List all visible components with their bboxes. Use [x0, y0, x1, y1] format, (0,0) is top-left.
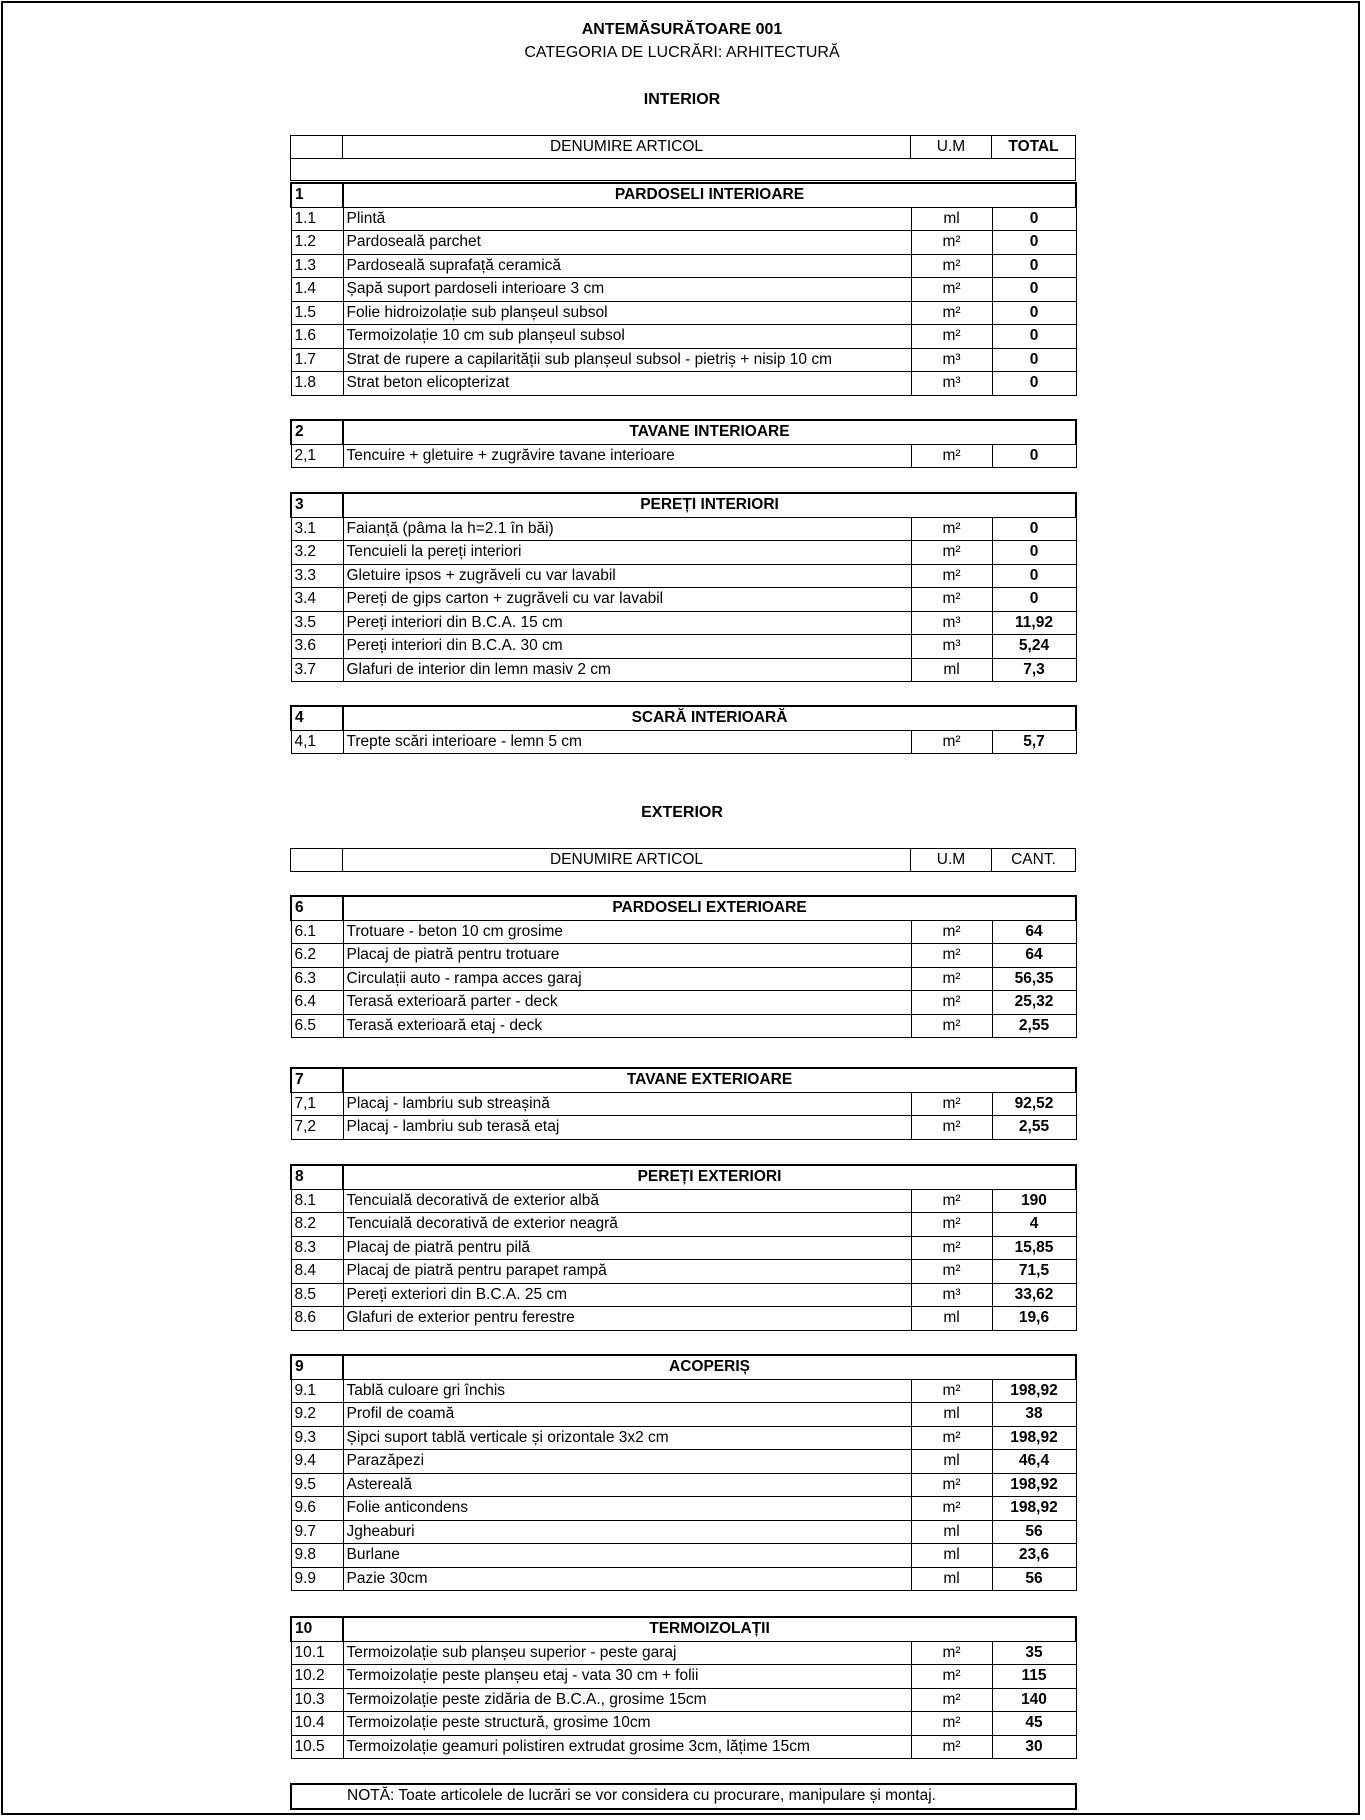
table-header-row: [291, 136, 1076, 159]
item-name: Circulații auto - rampa acces garaj: [343, 967, 911, 991]
item-unit: m²: [911, 1426, 992, 1450]
item-name: Strat de rupere a capilarității sub planșeul subsol - pietriș + nisip 10 cm: [343, 348, 911, 372]
item-number: 3.7: [291, 658, 343, 682]
section-table-6: [290, 895, 1077, 1038]
section-header-row: [291, 493, 1076, 517]
item-number: 6.4: [291, 991, 343, 1015]
item-name: Termoizolație peste planșeu etaj - vata 30 cm + folii: [343, 1665, 911, 1689]
section-number: 3: [291, 493, 343, 517]
item-unit: m²: [911, 1641, 992, 1665]
item-name: Termoizolație geamuri polistiren extrudat grosime 3cm, lățime 15cm: [343, 1735, 911, 1759]
section-number: 9: [291, 1355, 343, 1379]
item-number: 3.5: [291, 611, 343, 635]
item-unit: m²: [911, 517, 992, 541]
item-unit: m²: [911, 1260, 992, 1284]
section-title: TAVANE INTERIOARE: [343, 420, 1076, 444]
item-quantity: 190: [992, 1189, 1076, 1213]
table-row: [291, 1473, 1076, 1497]
item-unit: m²: [911, 278, 992, 302]
item-number: 8.6: [291, 1307, 343, 1331]
table-row: [291, 1014, 1076, 1038]
item-quantity: 15,85: [992, 1236, 1076, 1260]
item-number: 1.6: [291, 325, 343, 349]
section-table-9: [290, 1354, 1077, 1591]
section-header-row: [291, 183, 1076, 207]
exterior-header-table: [290, 848, 1076, 872]
header-num-cell: [291, 849, 343, 872]
section-title: SCARĂ INTERIOARĂ: [343, 706, 1076, 730]
item-unit: m³: [911, 1283, 992, 1307]
item-name: Placaj de piatră pentru parapet rampă: [343, 1260, 911, 1284]
item-number: 8.2: [291, 1213, 343, 1237]
item-unit: m²: [911, 1665, 992, 1689]
table-row: [291, 1379, 1076, 1403]
item-unit: m²: [911, 1473, 992, 1497]
item-number: 3.3: [291, 564, 343, 588]
section-table-7: [290, 1067, 1077, 1140]
section-header-row: [291, 1617, 1076, 1641]
item-name: Pereți interiori din B.C.A. 30 cm: [343, 635, 911, 659]
item-number: 8.3: [291, 1236, 343, 1260]
item-number: 7,2: [291, 1116, 343, 1140]
table-row: [291, 254, 1076, 278]
item-quantity: 5,7: [992, 730, 1076, 754]
item-unit: m²: [911, 991, 992, 1015]
item-quantity: 56: [992, 1567, 1076, 1591]
section-table-10: [290, 1616, 1077, 1759]
item-quantity: 115: [992, 1665, 1076, 1689]
item-unit: ml: [911, 1450, 992, 1474]
section-title: PEREȚI INTERIORI: [343, 493, 1076, 517]
item-quantity: 19,6: [992, 1307, 1076, 1331]
table-row: [291, 1544, 1076, 1568]
table-row: [291, 1497, 1076, 1521]
table-row: [291, 635, 1076, 659]
section-table-8: [290, 1164, 1077, 1331]
item-name: Glafuri de interior din lemn masiv 2 cm: [343, 658, 911, 682]
item-unit: m³: [911, 635, 992, 659]
item-quantity: 11,92: [992, 611, 1076, 635]
item-quantity: 0: [992, 541, 1076, 565]
item-unit: m²: [911, 325, 992, 349]
item-number: 9.8: [291, 1544, 343, 1568]
item-unit: m²: [911, 1116, 992, 1140]
table-row: [291, 730, 1076, 754]
item-quantity: 0: [992, 444, 1076, 468]
table-row: [291, 1283, 1076, 1307]
item-quantity: 0: [992, 207, 1076, 231]
item-quantity: 0: [992, 372, 1076, 396]
header-um-cell: U.M: [911, 849, 992, 872]
item-number: 4,1: [291, 730, 343, 754]
item-name: Astereală: [343, 1473, 911, 1497]
item-name: Tablă culoare gri închis: [343, 1379, 911, 1403]
item-number: 1.8: [291, 372, 343, 396]
section-title: ACOPERIȘ: [343, 1355, 1076, 1379]
item-unit: m²: [911, 1189, 992, 1213]
item-name: Folie hidroizolație sub planșeul subsol: [343, 301, 911, 325]
item-name: Trotuare - beton 10 cm grosime: [343, 920, 911, 944]
item-unit: m²: [911, 920, 992, 944]
item-quantity: 198,92: [992, 1473, 1076, 1497]
item-quantity: 2,55: [992, 1014, 1076, 1038]
item-number: 10.5: [291, 1735, 343, 1759]
item-name: Plintă: [343, 207, 911, 231]
table-row: [291, 372, 1076, 396]
item-unit: m³: [911, 372, 992, 396]
item-number: 3.6: [291, 635, 343, 659]
table-row: [291, 991, 1076, 1015]
table-row: [291, 944, 1076, 968]
item-quantity: 0: [992, 348, 1076, 372]
item-unit: m²: [911, 444, 992, 468]
item-name: Termoizolație peste zidăria de B.C.A., grosime 15cm: [343, 1688, 911, 1712]
item-unit: ml: [911, 1544, 992, 1568]
item-name: Placaj de piatră pentru trotuare: [343, 944, 911, 968]
item-quantity: 0: [992, 588, 1076, 612]
item-name: Glafuri de exterior pentru ferestre: [343, 1307, 911, 1331]
section-header-row: [291, 420, 1076, 444]
item-name: Faianță (pâma la h=2.1 în băi): [343, 517, 911, 541]
section-number: 10: [291, 1617, 343, 1641]
item-quantity: 7,3: [992, 658, 1076, 682]
note-table: [290, 1783, 1077, 1810]
section-number: 1: [291, 183, 343, 207]
item-name: Tencuială decorativă de exterior neagră: [343, 1213, 911, 1237]
table-row: [291, 301, 1076, 325]
item-number: 9.2: [291, 1403, 343, 1427]
section-number: 7: [291, 1068, 343, 1092]
item-name: Pereți exteriori din B.C.A. 25 cm: [343, 1283, 911, 1307]
item-quantity: 56,35: [992, 967, 1076, 991]
item-number: 1.2: [291, 231, 343, 255]
table-row: [291, 207, 1076, 231]
table-row: [291, 1260, 1076, 1284]
item-number: 9.3: [291, 1426, 343, 1450]
item-unit: m²: [911, 1688, 992, 1712]
item-number: 6.5: [291, 1014, 343, 1038]
section-header-row: [291, 1355, 1076, 1379]
item-name: Termoizolație 10 cm sub planșeul subsol: [343, 325, 911, 349]
item-quantity: 25,32: [992, 991, 1076, 1015]
item-number: 9.4: [291, 1450, 343, 1474]
item-unit: ml: [911, 207, 992, 231]
item-quantity: 33,62: [992, 1283, 1076, 1307]
item-name: Pazie 30cm: [343, 1567, 911, 1591]
header-name-cell: DENUMIRE ARTICOL: [343, 136, 911, 159]
item-quantity: 198,92: [992, 1497, 1076, 1521]
table-row: [291, 658, 1076, 682]
table-row: [291, 1189, 1076, 1213]
table-row: [291, 325, 1076, 349]
item-name: Burlane: [343, 1544, 911, 1568]
section-title: TERMOIZOLAȚII: [343, 1617, 1076, 1641]
table-row: [291, 278, 1076, 302]
item-number: 1.5: [291, 301, 343, 325]
item-quantity: 4: [992, 1213, 1076, 1237]
item-unit: m²: [911, 1712, 992, 1736]
table-row: [291, 1665, 1076, 1689]
item-number: 7,1: [291, 1092, 343, 1116]
table-row: [291, 1450, 1076, 1474]
item-unit: m²: [911, 588, 992, 612]
section-number: 6: [291, 896, 343, 920]
item-number: 10.4: [291, 1712, 343, 1736]
table-row: [291, 1520, 1076, 1544]
item-unit: m³: [911, 611, 992, 635]
item-name: Folie anticondens: [343, 1497, 911, 1521]
item-quantity: 0: [992, 254, 1076, 278]
table-row: [291, 231, 1076, 255]
item-name: Parazăpezi: [343, 1450, 911, 1474]
table-row: [291, 1116, 1076, 1140]
item-name: Termoizolație peste structură, grosime 10cm: [343, 1712, 911, 1736]
item-quantity: 45: [992, 1712, 1076, 1736]
header-um-cell: U.M: [911, 136, 992, 159]
item-name: Jgheaburi: [343, 1520, 911, 1544]
item-quantity: 46,4: [992, 1450, 1076, 1474]
item-quantity: 0: [992, 278, 1076, 302]
item-quantity: 0: [992, 564, 1076, 588]
table-row: [291, 1641, 1076, 1665]
item-unit: m²: [911, 231, 992, 255]
table-row: [291, 444, 1076, 468]
table-row: [291, 920, 1076, 944]
item-quantity: 2,55: [992, 1116, 1076, 1140]
item-number: 6.1: [291, 920, 343, 944]
item-number: 10.2: [291, 1665, 343, 1689]
item-name: Tencuieli la pereți interiori: [343, 541, 911, 565]
item-number: 6.2: [291, 944, 343, 968]
section-header-row: [291, 1068, 1076, 1092]
item-name: Placaj - lambriu sub streașină: [343, 1092, 911, 1116]
item-number: 8.5: [291, 1283, 343, 1307]
section-title: TAVANE EXTERIOARE: [343, 1068, 1076, 1092]
header-spacer-table: [290, 158, 1076, 181]
item-number: 8.1: [291, 1189, 343, 1213]
item-unit: m²: [911, 967, 992, 991]
section-title: PARDOSELI INTERIOARE: [343, 183, 1076, 207]
item-unit: m²: [911, 301, 992, 325]
section-header-row: [291, 896, 1076, 920]
item-unit: m²: [911, 1379, 992, 1403]
table-row: [291, 1403, 1076, 1427]
item-number: 1.7: [291, 348, 343, 372]
item-name: Profil de coamă: [343, 1403, 911, 1427]
item-number: 8.4: [291, 1260, 343, 1284]
item-number: 3.4: [291, 588, 343, 612]
item-number: 9.6: [291, 1497, 343, 1521]
item-number: 10.3: [291, 1688, 343, 1712]
item-number: 9.9: [291, 1567, 343, 1591]
item-quantity: 38: [992, 1403, 1076, 1427]
item-unit: m³: [911, 348, 992, 372]
item-name: Pereți interiori din B.C.A. 15 cm: [343, 611, 911, 635]
item-quantity: 5,24: [992, 635, 1076, 659]
item-name: Pardoseală parchet: [343, 231, 911, 255]
item-name: Placaj - lambriu sub terasă etaj: [343, 1116, 911, 1140]
item-number: 1.3: [291, 254, 343, 278]
section-table-4: [290, 705, 1077, 754]
table-row: [291, 541, 1076, 565]
table-row: [291, 564, 1076, 588]
item-quantity: 64: [992, 944, 1076, 968]
table-row: [291, 1213, 1076, 1237]
section-title: PEREȚI EXTERIORI: [343, 1165, 1076, 1189]
table-row: [291, 1712, 1076, 1736]
item-quantity: 0: [992, 325, 1076, 349]
item-quantity: 0: [992, 231, 1076, 255]
document-subtitle: CATEGORIA DE LUCRĂRI: ARHITECTURĂ: [524, 44, 840, 61]
item-unit: m²: [911, 944, 992, 968]
item-quantity: 64: [992, 920, 1076, 944]
section-title: PARDOSELI EXTERIOARE: [343, 896, 1076, 920]
table-header-row: [291, 849, 1076, 872]
document-title: ANTEMĂSURĂTOARE 001: [581, 21, 783, 38]
table-row: [291, 1307, 1076, 1331]
header-total-cell: TOTAL: [992, 136, 1076, 159]
item-unit: m²: [911, 730, 992, 754]
item-number: 9.1: [291, 1379, 343, 1403]
item-number: 9.5: [291, 1473, 343, 1497]
table-row: [291, 1567, 1076, 1591]
item-quantity: 35: [992, 1641, 1076, 1665]
header-qty-cell: CANT.: [992, 849, 1076, 872]
section-number: 2: [291, 420, 343, 444]
section-number: 8: [291, 1165, 343, 1189]
item-quantity: 198,92: [992, 1426, 1076, 1450]
item-name: Pardoseală suprafață ceramică: [343, 254, 911, 278]
item-number: 1.1: [291, 207, 343, 231]
item-quantity: 71,5: [992, 1260, 1076, 1284]
item-number: 3.2: [291, 541, 343, 565]
item-name: Placaj de piatră pentru pilă: [343, 1236, 911, 1260]
item-quantity: 0: [992, 517, 1076, 541]
table-row: [291, 611, 1076, 635]
section-header-row: [291, 706, 1076, 730]
item-quantity: 56: [992, 1520, 1076, 1544]
item-unit: ml: [911, 1520, 992, 1544]
item-unit: m²: [911, 564, 992, 588]
exterior-heading: EXTERIOR: [641, 804, 723, 821]
table-row: [291, 1688, 1076, 1712]
item-unit: m²: [911, 1092, 992, 1116]
item-quantity: 0: [992, 301, 1076, 325]
interior-heading: INTERIOR: [643, 91, 721, 108]
item-name: Strat beton elicopterizat: [343, 372, 911, 396]
item-unit: m²: [911, 254, 992, 278]
item-unit: m²: [911, 1497, 992, 1521]
item-name: Șipci suport tablă verticale și orizontale 3x2 cm: [343, 1426, 911, 1450]
spacer-row: [291, 158, 1076, 181]
header-name-cell: DENUMIRE ARTICOL: [343, 849, 911, 872]
item-number: 10.1: [291, 1641, 343, 1665]
item-unit: m²: [911, 1213, 992, 1237]
item-unit: ml: [911, 1307, 992, 1331]
item-number: 9.7: [291, 1520, 343, 1544]
item-quantity: 30: [992, 1735, 1076, 1759]
table-row: [291, 348, 1076, 372]
item-quantity: 198,92: [992, 1379, 1076, 1403]
item-number: 2,1: [291, 444, 343, 468]
item-number: 3.1: [291, 517, 343, 541]
item-unit: ml: [911, 1567, 992, 1591]
header-num-cell: [291, 136, 343, 159]
table-row: [291, 967, 1076, 991]
item-unit: m²: [911, 541, 992, 565]
section-table-2: [290, 419, 1077, 468]
item-name: Tencuială decorativă de exterior albă: [343, 1189, 911, 1213]
note-text: NOTĂ: Toate articolele de lucrări se vor considera cu procurare, manipulare și montaj.: [291, 1784, 1076, 1809]
item-quantity: 92,52: [992, 1092, 1076, 1116]
section-table-1: [290, 182, 1077, 396]
item-name: Trepte scări interioare - lemn 5 cm: [343, 730, 911, 754]
item-name: Șapă suport pardoseli interioare 3 cm: [343, 278, 911, 302]
item-unit: ml: [911, 1403, 992, 1427]
item-name: Gletuire ipsos + zugrăveli cu var lavabil: [343, 564, 911, 588]
item-name: Pereți de gips carton + zugrăveli cu var lavabil: [343, 588, 911, 612]
item-number: 6.3: [291, 967, 343, 991]
interior-header-table: [290, 135, 1076, 159]
table-row: [291, 517, 1076, 541]
item-name: Termoizolație sub planșeu superior - peste garaj: [343, 1641, 911, 1665]
item-number: 1.4: [291, 278, 343, 302]
table-row: [291, 1236, 1076, 1260]
item-name: Terasă exterioară parter - deck: [343, 991, 911, 1015]
section-number: 4: [291, 706, 343, 730]
section-header-row: [291, 1165, 1076, 1189]
item-quantity: 23,6: [992, 1544, 1076, 1568]
table-row: [291, 1092, 1076, 1116]
item-unit: m²: [911, 1735, 992, 1759]
item-unit: ml: [911, 658, 992, 682]
section-table-3: [290, 492, 1077, 682]
table-row: [291, 1426, 1076, 1450]
item-name: Tencuire + gletuire + zugrăvire tavane interioare: [343, 444, 911, 468]
item-quantity: 140: [992, 1688, 1076, 1712]
item-unit: m²: [911, 1014, 992, 1038]
table-row: [291, 1735, 1076, 1759]
item-name: Terasă exterioară etaj - deck: [343, 1014, 911, 1038]
table-row: [291, 588, 1076, 612]
item-unit: m²: [911, 1236, 992, 1260]
